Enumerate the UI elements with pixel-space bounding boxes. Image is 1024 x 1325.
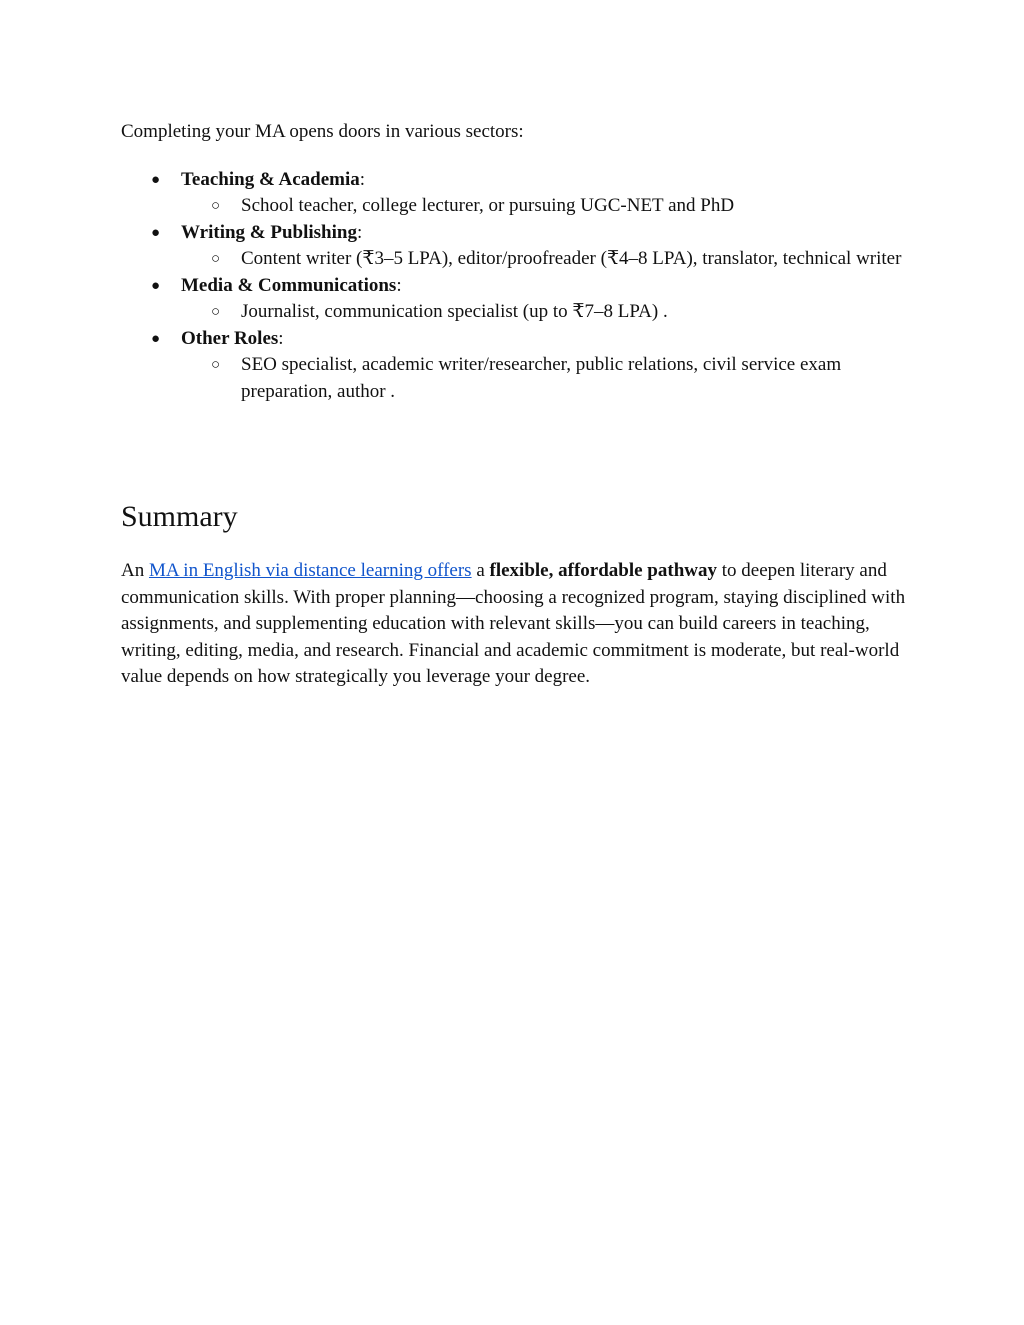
sector-title: Writing & Publishing <box>181 221 357 243</box>
summary-prefix: An <box>121 560 149 581</box>
sector-item-writing <box>121 220 911 273</box>
circle-bullet-icon: ○ <box>211 251 221 267</box>
summary-bold-phrase: flexible, affordable pathway <box>489 560 717 581</box>
role-text: SEO specialist, academic writer/researcher, public relations, civil service exam preparation, author . <box>241 354 842 402</box>
sector-title: Media & Communications <box>181 274 397 296</box>
ma-english-link[interactable]: MA in English via distance learning offers <box>148 560 472 581</box>
intro-paragraph: Completing your MA opens doors in various sectors: <box>121 121 524 142</box>
sector-list <box>121 167 911 406</box>
role-item <box>181 299 911 326</box>
sector-colon: : <box>396 274 402 296</box>
sector-roles <box>181 352 911 405</box>
sector-item-other <box>121 326 911 406</box>
role-text: Content writer (₹3–5 LPA), editor/proofreader (₹4–8 LPA), translator, technical writer <box>241 248 902 269</box>
sector-colon: : <box>359 168 366 190</box>
summary-rest: to deepen literary and communication skills. With proper planning—choosing a recognized program, staying disciplined with assignments, and supplementing education with relevant skills—you can build careers in teaching, writing, editing, media, and research. Financial and academic commitment is moderate, but real-world value depends on how strategically you leverage your degree. <box>121 560 906 687</box>
sector-colon: : <box>278 327 284 349</box>
sector-colon: : <box>356 221 363 243</box>
role-text: School teacher, college lecturer, or pursuing UGC-NET and PhD <box>241 195 735 216</box>
circle-bullet-icon: ○ <box>211 198 221 214</box>
summary-paragraph <box>121 558 911 691</box>
career-section <box>121 119 911 405</box>
sector-item-media <box>121 273 911 326</box>
bullet-icon: ● <box>151 171 161 188</box>
sector-title: Teaching & Academia <box>181 168 360 190</box>
sector-roles <box>181 299 911 326</box>
summary-middle: a <box>471 560 490 581</box>
bullet-icon: ● <box>151 224 161 241</box>
circle-bullet-icon: ○ <box>211 304 221 320</box>
circle-bullet-icon: ○ <box>211 357 221 373</box>
role-item <box>181 246 911 273</box>
role-item <box>181 352 911 405</box>
role-item <box>181 193 911 220</box>
sector-title: Other Roles <box>181 327 279 349</box>
bullet-icon: ● <box>151 277 161 294</box>
sector-roles <box>181 193 911 220</box>
role-text: Journalist, communication specialist (up to ₹7–8 LPA) . <box>241 301 668 322</box>
sector-roles <box>181 246 911 273</box>
bullet-icon: ● <box>151 330 161 347</box>
sector-item-teaching <box>121 167 911 220</box>
summary-heading: Summary <box>121 500 238 533</box>
